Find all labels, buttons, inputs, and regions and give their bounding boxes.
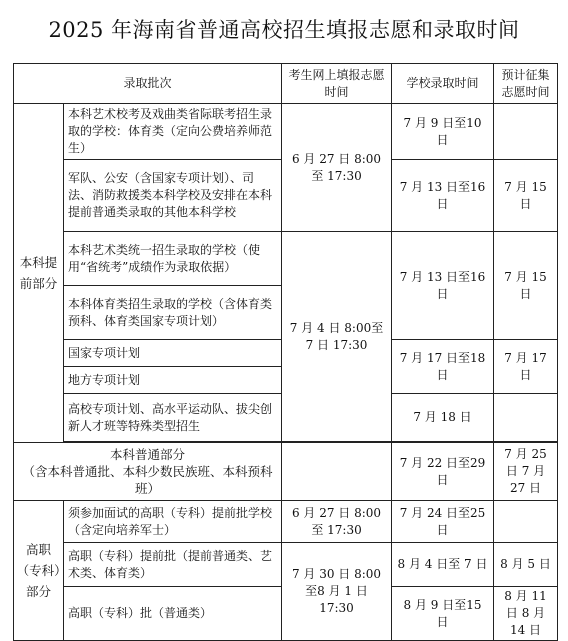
batch-name: 军队、公安（含国家专项计划）、司法、消防救援类本科学校及安排在本科提前普通类录取的其他本科学校 [64, 160, 282, 232]
expected-time [494, 104, 558, 160]
section-label-undergrad-early: 本科提前部分 [14, 104, 64, 443]
batch-name: 地方专项计划 [64, 367, 282, 394]
expected-time: 7 月 15 日 [494, 160, 558, 232]
batch-name: 本科体育类招生录取的学校（含体育类预科、体育类国家专项计划） [64, 286, 282, 340]
section-label-sub: （含本科普通批、本科少数民族班、本科预科班） [22, 464, 273, 496]
online-time: 6 月 27 日 8:00至 17:30 [282, 104, 392, 232]
school-time: 8 月 9 日至15 日 [392, 587, 494, 641]
expected-time [494, 394, 558, 442]
expected-time: 7 月 25 日 7 月 27 日 [494, 443, 558, 501]
expected-time: 8 月 5 日 [494, 543, 558, 587]
school-time: 8 月 4 日至 7 日 [392, 543, 494, 587]
school-time: 7 月 22 日至29 日 [392, 443, 494, 501]
school-time: 7 月 13 日至16 日 [392, 232, 494, 340]
school-time: 7 月 18 日 [392, 394, 494, 442]
batch-name: 高职（专科）批（普通类） [64, 587, 282, 641]
online-time: 7 月 30 日 8:00 至8 月 1 日 17:30 [282, 543, 392, 641]
school-time: 7 月 13 日至16 日 [392, 160, 494, 232]
header-row [14, 64, 558, 104]
header-school: 学校录取时间 [392, 64, 494, 104]
header-expected: 预计征集志愿时间 [494, 64, 558, 104]
section-label-main: 本科普通部分 [110, 447, 186, 462]
table-row [14, 543, 558, 587]
section-label-undergrad-regular [14, 443, 282, 501]
table-row [14, 501, 558, 543]
header-online: 考生网上填报志愿时间 [282, 64, 392, 104]
expected-time [494, 501, 558, 543]
header-batch: 录取批次 [14, 64, 282, 104]
batch-name: 本科艺术校考及戏曲类省际联考招生录取的学校：体育类（定向公费培养师范生） [64, 104, 282, 160]
online-time: 7 月 4 日 8:00至 7 日 17:30 [282, 232, 392, 442]
table-row [14, 443, 558, 501]
online-time: 6 月 27 日 8:00至 17:30 [282, 501, 392, 543]
batch-name: 须参加面试的高职（专科）提前批学校（含定向培养军士） [64, 501, 282, 543]
batch-name: 高校专项计划、高水平运动队、拔尖创新人才班等特殊类型招生 [64, 394, 282, 442]
table-row [14, 104, 558, 160]
section-label-vocational: 高职（专科）部分 [14, 501, 64, 641]
school-time: 7 月 9 日至10 日 [392, 104, 494, 160]
expected-time: 7 月 15 日 [494, 232, 558, 340]
table-row [14, 232, 558, 286]
school-time: 7 月 24 日至25 日 [392, 501, 494, 543]
batch-name: 高职（专科）提前批（提前普通类、艺术类、体育类） [64, 543, 282, 587]
batch-name: 国家专项计划 [64, 340, 282, 367]
online-time [282, 443, 392, 501]
page-title: 2025 年海南省普通高校招生填报志愿和录取时间 [48, 18, 520, 42]
admission-schedule-table [13, 63, 558, 641]
batch-name: 本科艺术类统一招生录取的学校（使用“省统考”成绩作为录取依据） [64, 232, 282, 286]
expected-time: 7 月 17 日 [494, 340, 558, 394]
expected-time: 8 月 11 日 8 月 14 日 [494, 587, 558, 641]
school-time: 7 月 17 日至18 日 [392, 340, 494, 394]
